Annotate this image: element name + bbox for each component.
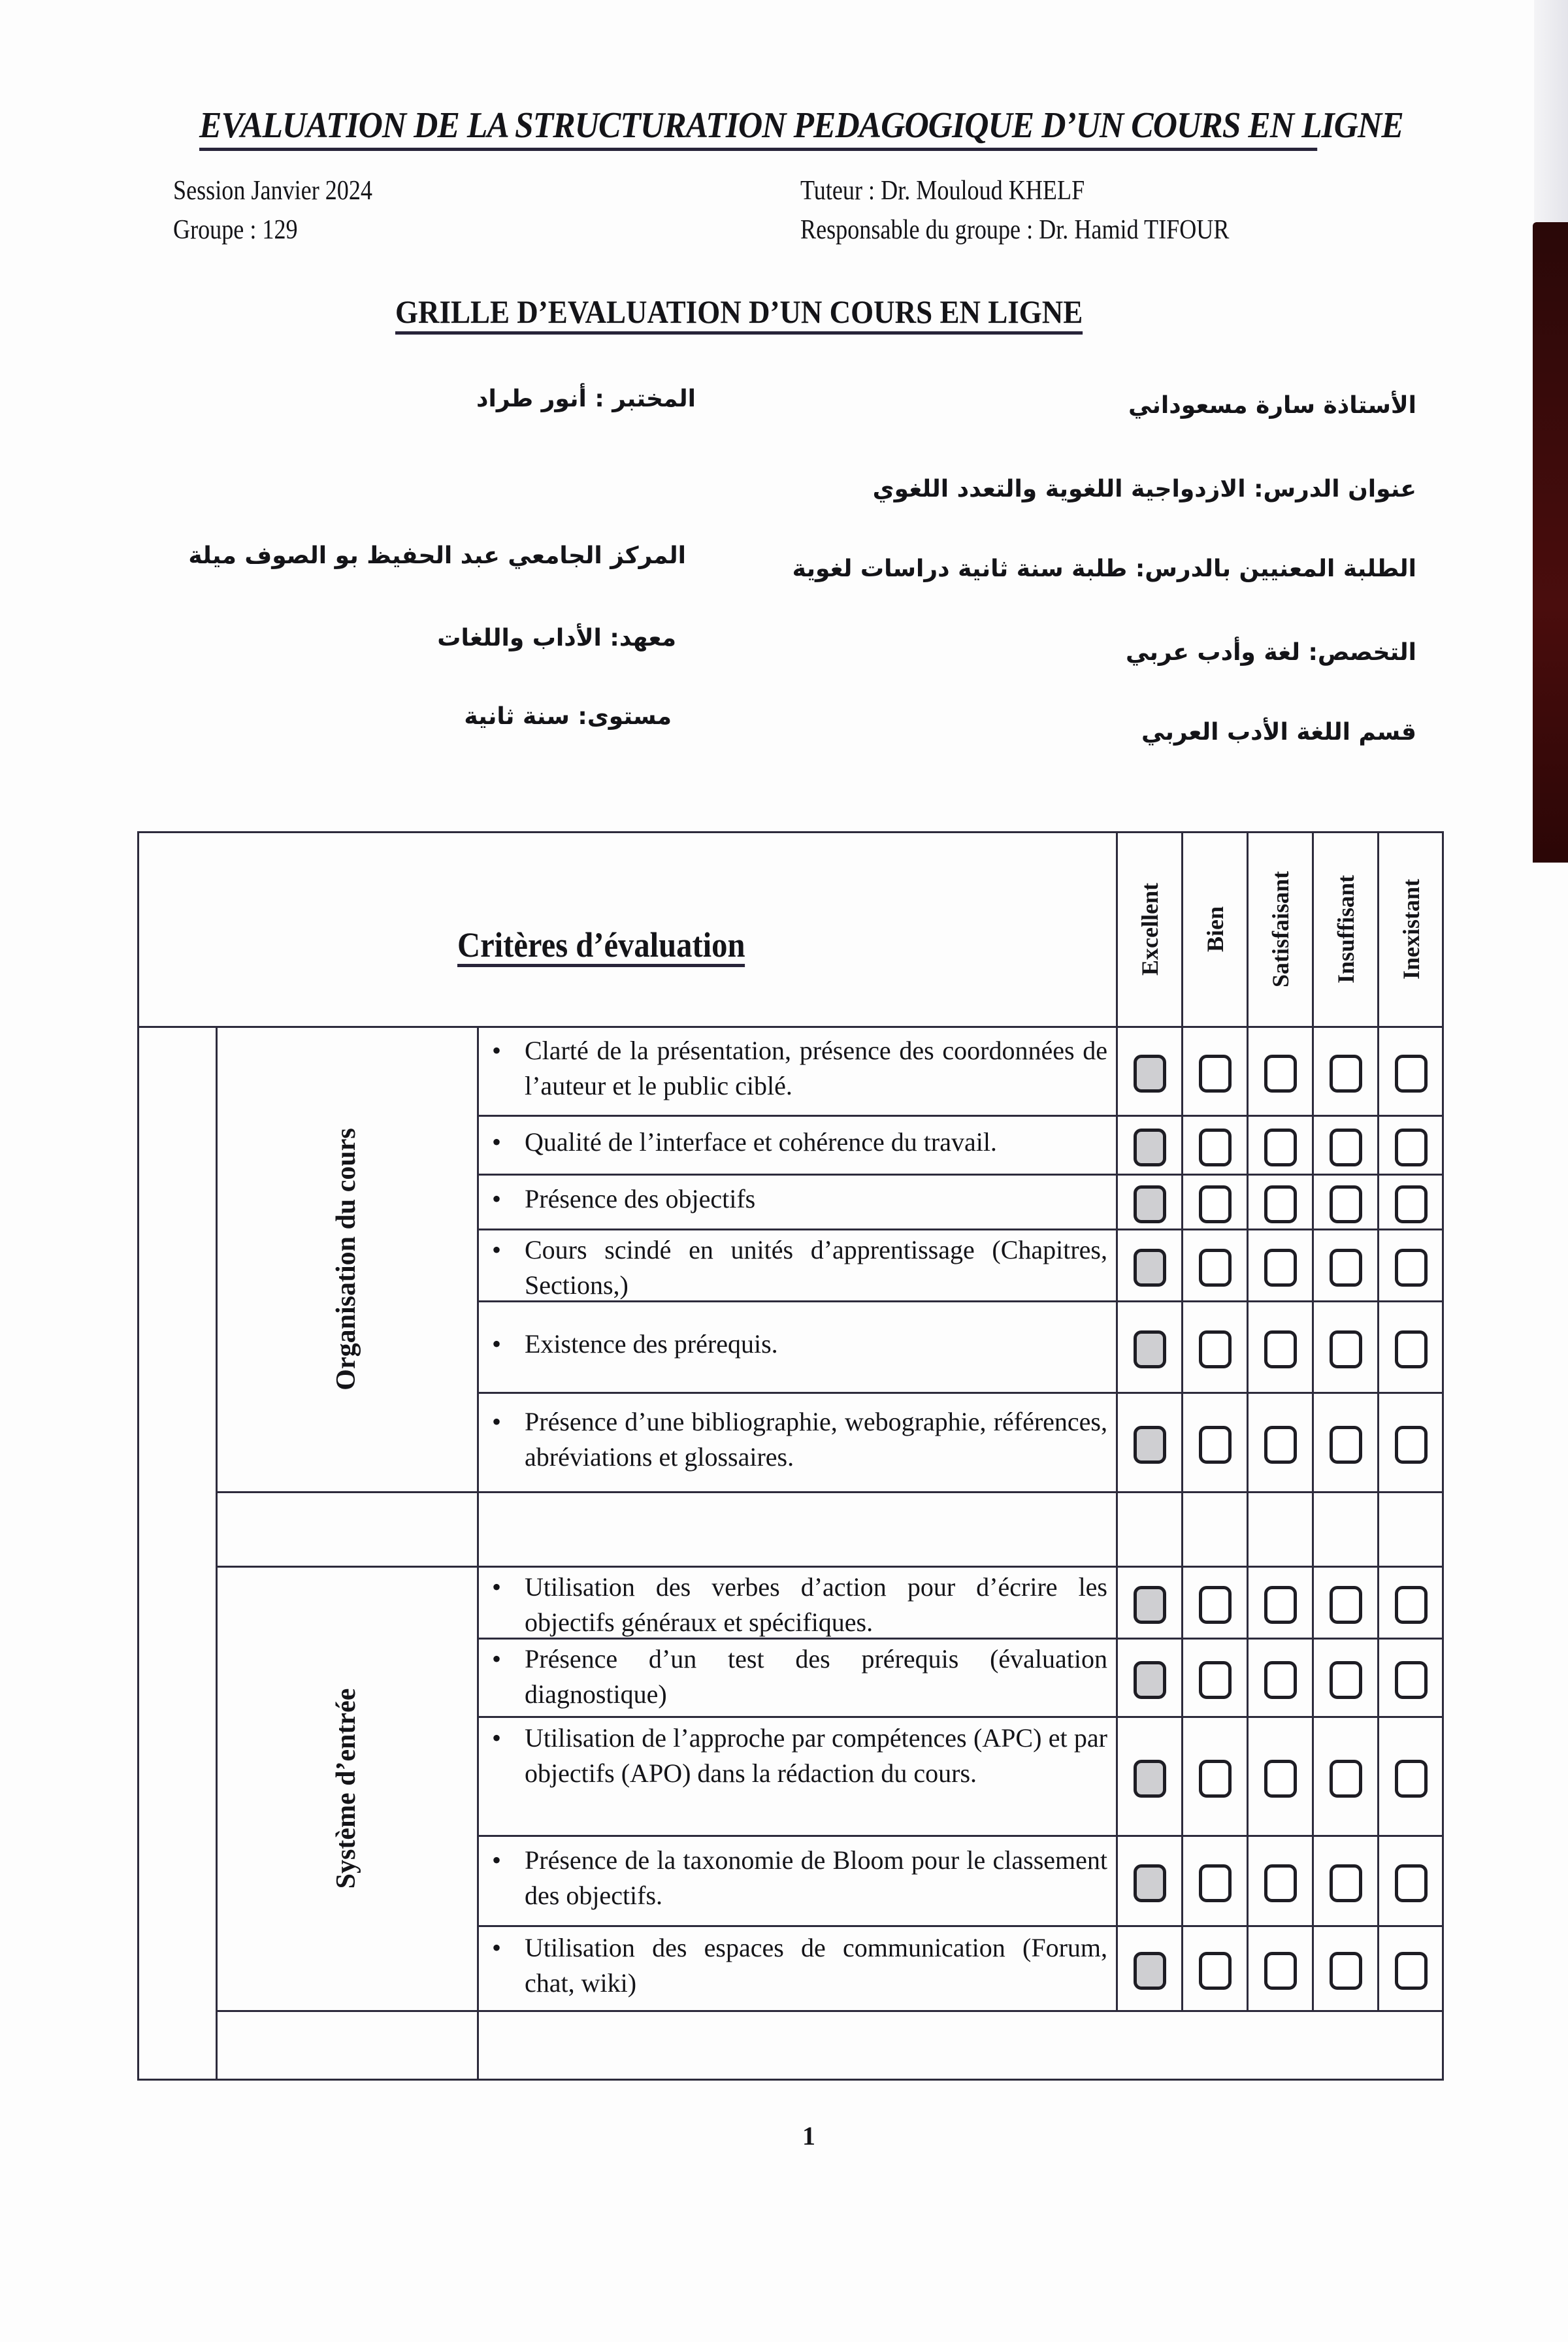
department: قسم اللغة الأدب العربي [1141,719,1416,746]
laboratory: المختبر : أنور طراد [476,386,696,412]
criterion-row [487,1843,1107,1913]
rating-checkbox-inexistant[interactable] [1395,1426,1428,1464]
rating-checkbox-satisfaisant[interactable] [1264,1760,1297,1798]
criterion-row [487,1570,1107,1640]
rating-checkbox-insuffisant[interactable] [1330,1760,1362,1798]
rating-checkbox-bien[interactable] [1199,1330,1232,1368]
rating-checkbox-inexistant[interactable] [1395,1129,1428,1166]
grid-line [477,1716,1444,1718]
bullet-icon: • [492,1933,502,1962]
institute: معهد: الأداب واللغات [437,625,676,651]
page-number: 1 [802,2121,815,2151]
rating-checkbox-bien[interactable] [1199,1249,1232,1287]
rating-checkbox-insuffisant[interactable] [1330,1185,1362,1223]
criterion-row [487,1033,1107,1104]
lesson-title: عنوان الدرس: الازدواجية اللغوية والتعدد اللغوي [872,476,1416,503]
grid-line [477,1115,1444,1117]
rating-checkbox-insuffisant[interactable] [1330,1055,1362,1093]
bullet-icon: • [492,1407,502,1436]
grid-line [1116,1567,1118,2011]
criterion-text: Utilisation des espaces de communication (Forum, chat, wiki) [525,1933,1107,1998]
rating-checkbox-insuffisant[interactable] [1330,1129,1362,1166]
bullet-icon: • [492,1036,502,1065]
rating-checkbox-satisfaisant[interactable] [1264,1129,1297,1166]
rating-checkbox-inexistant[interactable] [1395,1586,1428,1624]
bullet-icon: • [492,1235,502,1264]
rating-checkbox-insuffisant[interactable] [1330,1330,1362,1368]
target-students: الطلبة المعنيين بالدرس: طلبة سنة ثانية دراسات لغوية [792,555,1416,582]
rating-checkbox-inexistant[interactable] [1395,1760,1428,1798]
grid-line [477,1392,1444,1394]
grid-line [1377,1567,1379,2011]
bullet-icon: • [492,1127,502,1157]
specialty: التخصص: لغة وأدب عربي [1125,639,1416,666]
university-center: المركز الجامعي عبد الحفيظ بو الصوف ميلة [188,542,686,569]
responsable-label: Responsable du groupe : Dr. Hamid TIFOUR [800,215,1230,245]
criterion-text: Clarté de la présentation, présence des coordonnées de l’auteur et le public ciblé. [525,1036,1107,1100]
criterion-text: Présence d’un test des prérequis (évaluation diagnostique) [525,1644,1107,1709]
rating-label: Satisfaisant [1267,870,1294,988]
criterion-text: Présence des objectifs [525,1184,756,1213]
rating-label: Inexistant [1398,878,1424,980]
rating-checkbox-satisfaisant[interactable] [1264,1586,1297,1624]
grid-line [477,1229,1444,1230]
background-table-surface [1533,222,1568,863]
rating-checkbox-insuffisant[interactable] [1330,1661,1362,1699]
criterion-text: Utilisation de l’approche par compétences (APC) et par objectifs (APO) dans la rédaction du cours. [525,1723,1107,1788]
criterion-row [487,1641,1107,1712]
grid-line [477,1174,1444,1176]
rating-checkbox-bien[interactable] [1199,1760,1232,1798]
criterion-text: Présence d’une bibliographie, webographie, références, abréviations et glossaires. [525,1407,1107,1472]
bullet-icon: • [492,1644,502,1674]
teacher-name: الأستاذة سارة مسعوداني [1128,392,1416,419]
rating-checkbox-inexistant[interactable] [1395,1864,1428,1902]
rating-checkbox-excellent[interactable] [1134,1185,1166,1223]
tuteur-label: Tuteur : Dr. Mouloud KHELF [800,176,1085,206]
grid-line [477,1925,1444,1927]
rating-checkbox-bien[interactable] [1199,1661,1232,1699]
criterion-row [487,1327,1107,1362]
rating-label: Excellent [1137,883,1163,976]
rating-checkbox-satisfaisant[interactable] [1264,1952,1297,1990]
grid-line [1247,1567,1249,2011]
bullet-icon: • [492,1723,502,1753]
rating-header-bien [1183,831,1248,1027]
rating-checkbox-inexistant[interactable] [1395,1185,1428,1223]
rating-checkbox-insuffisant[interactable] [1330,1426,1362,1464]
groupe-label: Groupe : 129 [173,215,298,245]
section-organisation [216,1027,477,1491]
rating-checkbox-satisfaisant[interactable] [1264,1249,1297,1287]
rating-checkbox-excellent[interactable] [1134,1055,1166,1093]
rating-checkbox-bien[interactable] [1199,1426,1232,1464]
criterion-text: Présence de la taxonomie de Bloom pour le classement des objectifs. [525,1845,1107,1910]
rating-checkbox-satisfaisant[interactable] [1264,1661,1297,1699]
rating-checkbox-inexistant[interactable] [1395,1661,1428,1699]
rating-checkbox-inexistant[interactable] [1395,1055,1428,1093]
grid-line [216,1491,1444,1493]
rating-checkbox-excellent[interactable] [1134,1760,1166,1798]
section-systeme-entree [216,1567,477,2010]
bullet-icon: • [492,1184,502,1213]
rating-checkbox-inexistant[interactable] [1395,1249,1428,1287]
rating-header-insuffisant [1313,831,1379,1027]
main-title: EVALUATION DE LA STRUCTURATION PEDAGOGIQUE D’UN COURS EN LIGNE [199,105,1317,151]
grid-line [1181,1567,1183,2011]
bullet-icon: • [492,1329,502,1359]
rating-checkbox-bien[interactable] [1199,1055,1232,1093]
rating-checkbox-insuffisant[interactable] [1330,1249,1362,1287]
rating-checkbox-insuffisant[interactable] [1330,1586,1362,1624]
bullet-icon: • [492,1845,502,1875]
rating-checkbox-excellent[interactable] [1134,1661,1166,1699]
rating-checkbox-insuffisant[interactable] [1330,1952,1362,1990]
rating-checkbox-bien[interactable] [1199,1129,1232,1166]
rating-checkbox-excellent[interactable] [1134,1864,1166,1902]
criterion-row [487,1930,1107,2001]
background-edge [1534,0,1568,222]
rating-checkbox-bien[interactable] [1199,1952,1232,1990]
rating-checkbox-satisfaisant[interactable] [1264,1185,1297,1223]
rating-header-satisfaisant [1248,831,1313,1027]
criterion-text: Utilisation des verbes d’action pour d’écrire les objectifs généraux et spécifiques. [525,1572,1107,1637]
rating-checkbox-excellent[interactable] [1134,1330,1166,1368]
rating-label: Bien [1202,906,1228,953]
grid-line [477,1835,1444,1837]
rating-checkbox-satisfaisant[interactable] [1264,1330,1297,1368]
grid-line [216,2010,1444,2012]
rating-checkbox-satisfaisant[interactable] [1264,1864,1297,1902]
grid-line [477,1026,479,2081]
session-label: Session Janvier 2024 [173,176,373,206]
rating-header-excellent [1117,831,1183,1027]
criterion-row [487,1181,1107,1217]
level: مستوى: سنة ثانية [464,703,672,730]
rating-checkbox-excellent[interactable] [1134,1952,1166,1990]
criterion-row [487,1125,1107,1160]
rating-checkbox-bien[interactable] [1199,1864,1232,1902]
criterion-row [487,1721,1107,1791]
rating-checkbox-bien[interactable] [1199,1185,1232,1223]
section-label-text: Système d’entrée [331,1688,361,1889]
grille-title: GRILLE D’EVALUATION D’UN COURS EN LIGNE [395,293,1083,335]
rating-checkbox-excellent[interactable] [1134,1249,1166,1287]
criterion-text: Existence des prérequis. [525,1329,778,1359]
criterion-text: Cours scindé en unités d’apprentissage (Chapitres, Sections,) [525,1235,1107,1300]
rating-checkbox-inexistant[interactable] [1395,1330,1428,1368]
criterion-row [487,1232,1107,1303]
rating-checkbox-bien[interactable] [1199,1586,1232,1624]
bullet-icon: • [492,1572,502,1602]
rating-checkbox-satisfaisant[interactable] [1264,1055,1297,1093]
rating-checkbox-excellent[interactable] [1134,1129,1166,1166]
rating-checkbox-excellent[interactable] [1134,1426,1166,1464]
rating-checkbox-inexistant[interactable] [1395,1952,1428,1990]
section-label-text: Organisation du cours [331,1128,361,1391]
rating-header-inexistant [1379,831,1444,1027]
rating-checkbox-insuffisant[interactable] [1330,1864,1362,1902]
grid-line [1312,1567,1314,2011]
rating-checkbox-excellent[interactable] [1134,1586,1166,1624]
criterion-row [487,1404,1107,1475]
rating-checkbox-satisfaisant[interactable] [1264,1426,1297,1464]
criterion-text: Qualité de l’interface et cohérence du travail. [525,1127,997,1157]
rating-label: Insuffisant [1333,874,1359,984]
criteria-title: Critères d’évaluation [457,927,745,967]
